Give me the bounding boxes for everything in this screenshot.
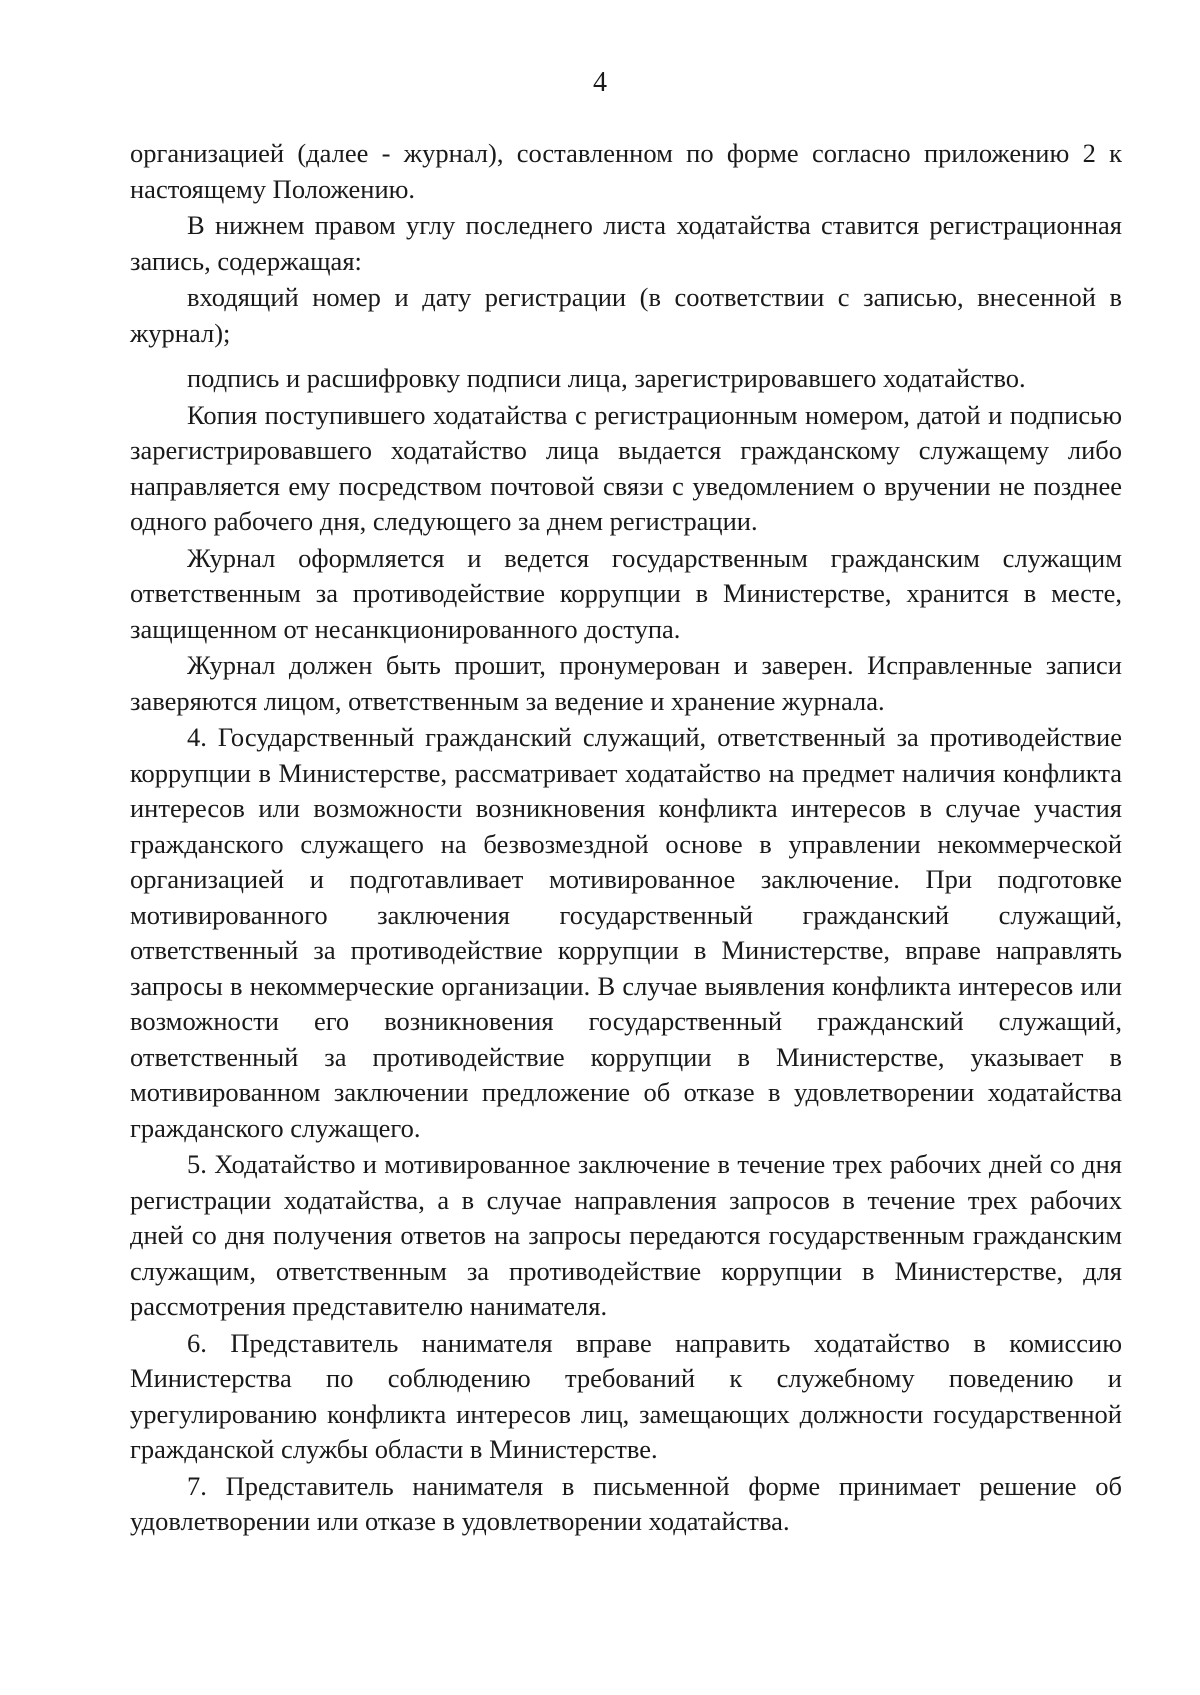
page-number: 4 bbox=[593, 67, 607, 98]
paragraph-item-7: 7. Представитель нанимателя в письменной форме принимает решение об удовлетворении или отказе в удовлетворении ходатайства. bbox=[130, 1470, 1122, 1536]
paragraph-journal-bound: Журнал должен быть прошит, пронумерован и заверен. Исправленные записи заверяются лицом, ответственным за ведение и хранение журнала. bbox=[130, 650, 1122, 716]
paragraph-item-6: 6. Представитель нанимателя вправе направить ходатайство в комиссию Министерства по соблюдению требований к служебному поведению и урегулированию конфликта интересов лиц, замещающих должности государственной гражданской службы области в Министерстве. bbox=[130, 1327, 1122, 1464]
paragraph-incoming-number: входящий номер и дату регистрации (в соответствии с записью, внесенной в журнал); bbox=[130, 282, 1122, 348]
paragraph-registration-record: В нижнем правом углу последнего листа ходатайства ставится регистрационная запись, содержащая: bbox=[130, 210, 1122, 276]
paragraph-item-4: 4. Государственный гражданский служащий, ответственный за противодействие коррупции в Министерстве, рассматривает ходатайство на предмет наличия конфликта интересов или возможности возникновения конфликта интересов в случае участия гражданского служащего на безвозмездной основе в управлении некоммерческой организацией и подготавливает мотивированное заключение. При подготовке мотивированного заключения государственный гражданский служащий, ответственный за противодействие коррупции в Министерстве, вправе направлять запросы в некоммерческие организации. В случае выявления конфликта интересов или возможности его возникновения государственный гражданский служащий, ответственный за противодействие коррупции в Министерстве, указывает в мотивированном заключении предложение об отказе в удовлетворении ходатайства гражданского служащего. bbox=[130, 722, 1122, 1143]
paragraph-copy-issued: Копия поступившего ходатайства с регистрационным номером, датой и подписью зарегистрировавшего ходатайство лица выдается гражданскому служащему либо направляется ему посредством почтовой связи с уведомлением о вручении не позднее одного рабочего дня, следующего за днем регистрации. bbox=[130, 399, 1122, 536]
document-body bbox=[130, 136, 1122, 1541]
paragraph-signature: подпись и расшифровку подписи лица, зарегистрировавшего ходатайство. bbox=[187, 363, 1026, 393]
paragraph-item-5: 5. Ходатайство и мотивированное заключение в течение трех рабочих дней со дня регистрации ходатайства, а в случае направления запросов в течение трех рабочих дней со дня получения ответов на запросы передаются государственным гражданским служащим, ответственным за противодействие коррупции в Министерстве, для рассмотрения представителю нанимателя. bbox=[130, 1149, 1122, 1321]
paragraph-journal-continuation: организацией (далее - журнал), составленном по форме согласно приложению 2 к настоящему Положению. bbox=[130, 138, 1122, 204]
paragraph-journal-kept: Журнал оформляется и ведется государственным гражданским служащим ответственным за противодействие коррупции в Министерстве, хранится в месте, защищенном от несанкционированного доступа. bbox=[130, 542, 1122, 644]
